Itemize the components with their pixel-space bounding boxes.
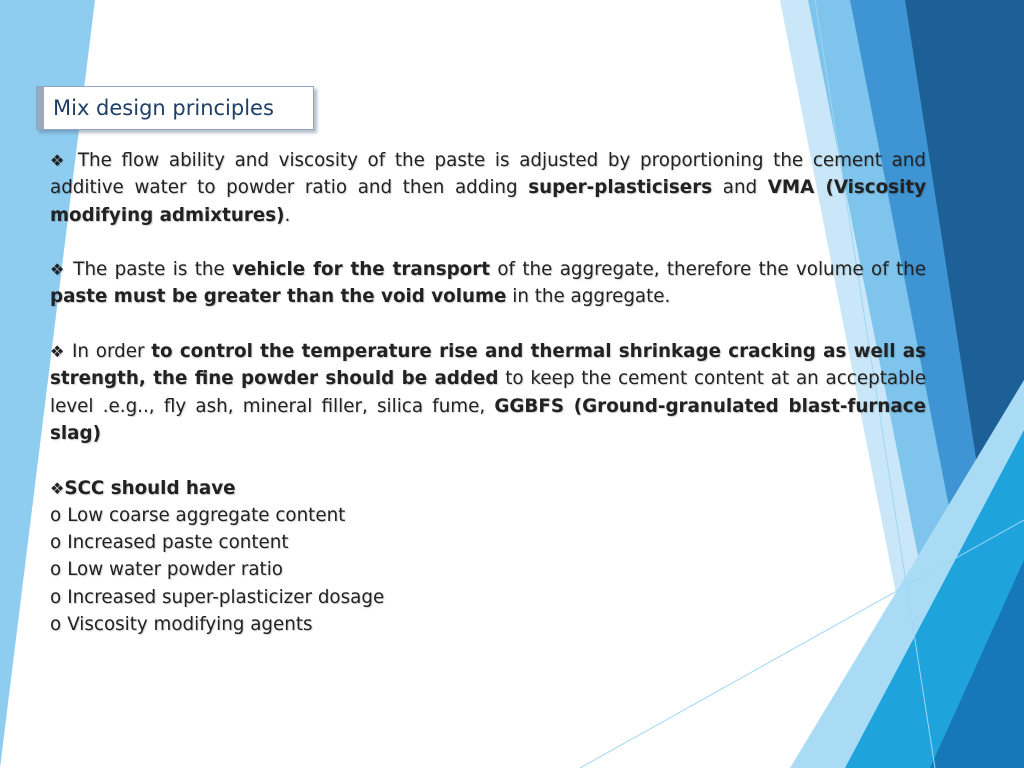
list-item: o Increased paste content <box>50 532 289 554</box>
body-text <box>50 147 926 638</box>
list-item: o Low water powder ratio <box>50 559 283 581</box>
slide-title: Mix design principles <box>53 96 274 120</box>
title-accent-bar <box>37 87 44 129</box>
paragraph-3: ❖ In order to control the temperature rise and thermal shrinkage cracking as well as strength, the fine powder should be added to keep the cement content at an acceptable level .e.g.., fly ash, mineral filler, silica fume, GGBFS (Ground-granulated blast-furnace slag) <box>50 341 927 444</box>
diamond-bullet-icon: ❖ <box>50 478 65 498</box>
diamond-bullet-icon: ❖ <box>50 151 69 170</box>
title-box <box>36 86 314 130</box>
list-item: o Increased super-plasticizer dosage <box>50 586 385 608</box>
circle-bullet-icon: o <box>50 614 62 636</box>
diamond-bullet-icon: ❖ <box>50 342 66 362</box>
list-item: o Viscosity modifying agents <box>50 614 313 636</box>
circle-bullet-icon: o <box>50 586 62 608</box>
paragraph-1: ❖ The flow ability and viscosity of the paste is adjusted by proportioning the cement and additive water to powder ratio and then adding super-plasticisers and VMA (Viscosity modifying admixtures). <box>50 150 926 226</box>
circle-bullet-icon: o <box>50 504 62 526</box>
circle-bullet-icon: o <box>50 559 62 581</box>
scc-heading: ❖SCC should have <box>50 477 236 499</box>
circle-bullet-icon: o <box>50 532 62 554</box>
diamond-bullet-icon: ❖ <box>50 260 66 280</box>
list-item: o Low coarse aggregate content <box>50 504 346 526</box>
paragraph-2: ❖ The paste is the vehicle for the transport of the aggregate, therefore the volume of the paste must be greater than the void volume in the aggregate. <box>50 259 927 308</box>
